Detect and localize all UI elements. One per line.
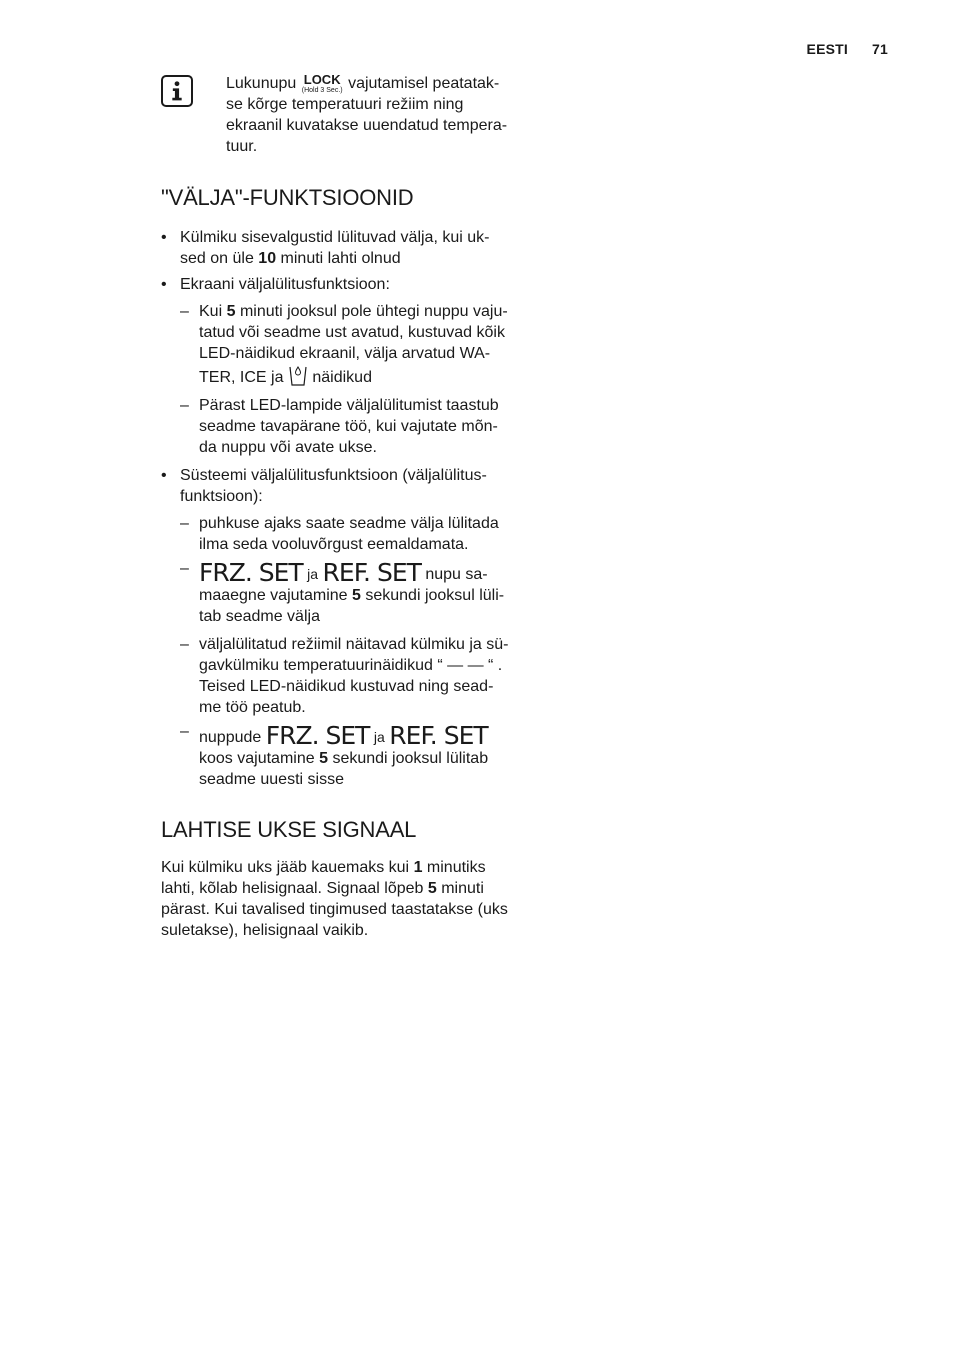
info-note xyxy=(161,73,513,157)
language-label: EESTI xyxy=(806,41,849,57)
list-item: – puhkuse ajaks saate seadme välja lülitada ilma seda vooluvõrgust eemaldamata. xyxy=(180,513,513,555)
ref-set-button-symbol: REF. SET xyxy=(322,558,421,587)
info-note-text: Lukunupu LOCK (Hold 3 Sec.) vajutamisel peatatak-se kõrge temperatuuri režiim ning ekraanil kuvatakse uuendatud tempera-tuur. xyxy=(226,72,508,155)
door-alarm-paragraph: Kui külmiku uks jääb kauemaks kui 1 minutiks lahti, kõlab helisignaal. Signaal lõpeb 5 minuti pärast. Kui tavalised tingimused taastatakse (uks suletakse), helisignaal vaikib. xyxy=(161,859,508,939)
ref-set-button-symbol: REF. SET xyxy=(389,721,488,750)
section-title-door-alarm: LAHTISE UKSE SIGNAAL xyxy=(161,817,417,842)
list-item: • Ekraani väljalülitusfunktsioon: – Kui 5 minuti jooksul pole ühtegi nuppu vaju-tatud või seadme ust avatud, kustuvad kõik LED-näidikud ekraanil, välja arvatud WA-TER, ICE ja näidikud – Pärast LED-lampide väljalülitumist taastub seadme tavapärane töö, kui vajutate mõn-da nuppu või avate ukse. xyxy=(161,274,513,458)
list-item: – Pärast LED-lampide väljalülitumist taastub seadme tavapärane töö, kui vajutate mõn-da nuppu või avate ukse. xyxy=(180,395,513,458)
frz-set-button-symbol: FRZ. SET xyxy=(199,558,303,587)
lock-button-symbol: LOCK (Hold 3 Sec.) xyxy=(301,72,343,94)
list-item: – FRZ. SET ja REF. SET nupu sa-maaegne vajutamine 5 sekundi jooksul lüli-tab seadme välja xyxy=(180,562,513,627)
list-item: – väljalülitatud režiimil näitavad külmiku ja sü-gavkülmiku temperatuurinäidikud “ — — “ . Teised LED-näidikud kustuvad ning sead-me töö peatub. xyxy=(180,634,513,718)
page-number: 71 xyxy=(872,41,888,57)
list-item: – Kui 5 minuti jooksul pole ühtegi nuppu vaju-tatud või seadme ust avatud, kustuvad kõik LED-näidikud ekraanil, välja arvatud WA-TER, ICE ja näidikud xyxy=(180,301,513,388)
section-title-off-functions: "VÄLJA"-FUNKTSIOONID xyxy=(161,185,414,210)
water-filter-icon xyxy=(288,364,308,386)
off-functions-list xyxy=(161,227,513,797)
page-header xyxy=(807,39,888,60)
frz-set-button-symbol: FRZ. SET xyxy=(265,721,370,750)
list-item: – nuppude FRZ. SET ja REF. SET koos vajutamine 5 sekundi jooksul lülitab seadme uuesti sisse xyxy=(180,725,513,790)
list-item: • Külmiku sisevalgustid lülituvad välja, kui uk-sed on üle 10 minuti lahti olnud xyxy=(161,227,513,269)
info-icon xyxy=(161,75,193,107)
list-item: • Süsteemi väljalülitusfunktsioon (väljalülitus-funktsioon): – puhkuse ajaks saate seadme välja lülitada ilma seda vooluvõrgust eemaldamata. – FRZ. SET ja REF. SET nupu sa-maaegne vajutamine 5 sekundi jooksul lüli-tab seadme välja – väljalülitatud režiimil näitavad külmiku ja sü-gavkülmiku temperatuurinäidikud “ — — “ . Teised LED-näidikud kustuvad ning sead-me töö peatub. – nuppude FRZ. SET ja REF. SET koos vajutamine 5 sekundi jooksul lülitab seadme uuesti sisse xyxy=(161,465,513,790)
